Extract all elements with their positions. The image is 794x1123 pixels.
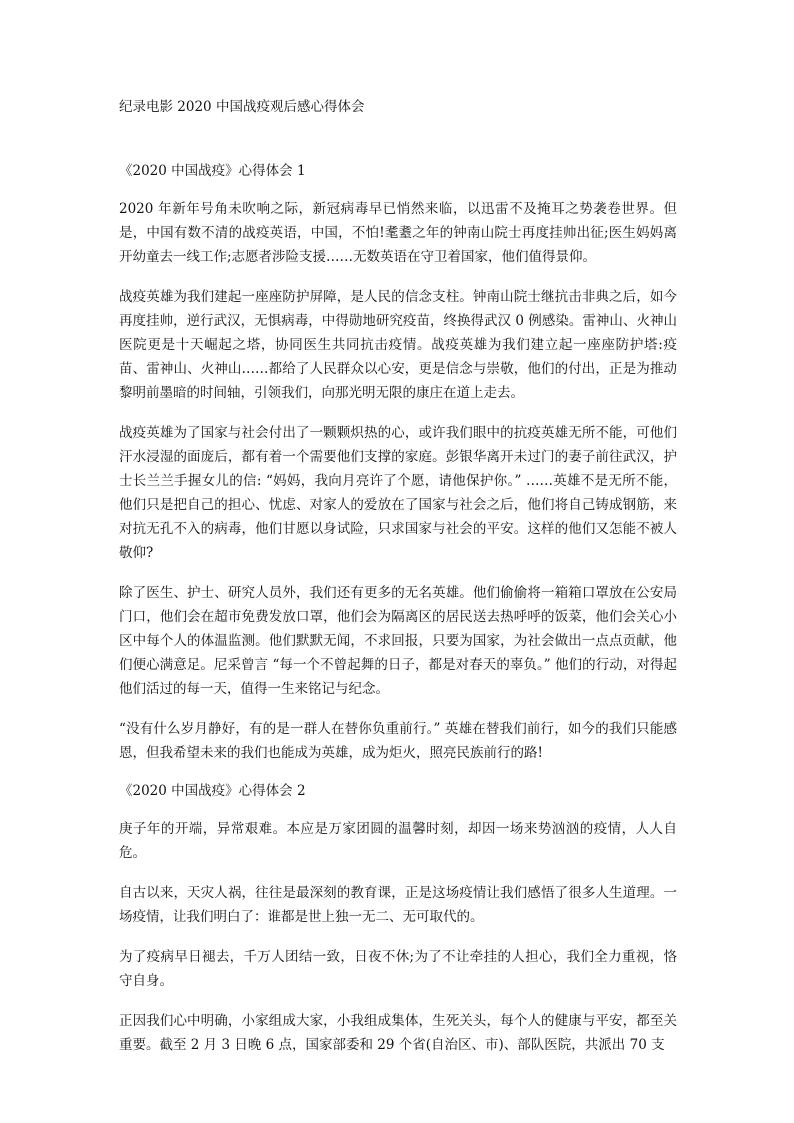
- section-heading: 《2020 中国战疫》心得体会 1: [119, 163, 306, 179]
- paragraph: 2020 年新年号角未吹响之际，新冠病毒早已悄然来临，以迅雷不及掩耳之势袭卷世界。但是，中国有数不清的战疫英语，中国，不怕!耄耋之年的钟南山院士再度挂帅出征;医生妈妈离开幼童去一线工作;志愿者涉险支援……无数英语在守卫着国家，他们值得景仰。: [119, 201, 677, 265]
- paragraph: 战疫英雄为了国家与社会付出了一颗颗炽热的心，或许我们眼中的抗疫英雄无所不能，可他们汗水浸湿的面庞后，都有着一个需要他们支撑的家庭。彭银华离开未过门的妻子前往武汉，护士长兰兰手握女儿的信: “妈妈，我向月亮许了个愿，请他保护你。” ……英雄不是无所不能，他们只是把自己的担心、忧虑、对家人的爱放在了国家与社会之后，他们将自己铸成钢筋，来对抗无孔不入的病毒，他们甘愿以身试险，只求国家与社会的平安。这样的他们又怎能不被人敬仰?: [119, 425, 677, 561]
- paragraph: 战疫英雄为我们建起一座座防护屏障，是人民的信念支柱。钟南山院士继抗击非典之后，如今再度挂帅，逆行武汉，无惧病毒，中得勋地研究疫苗，终换得武汉 0 例感染。雷神山、火神山医院更是十天崛起之塔，协同医生共同抗击疫情。战疫英雄为我们建立起一座座防护塔:疫苗、雷神山、火神山……都给了人民群众以心安，更是信念与崇敬，他们的付出，正是为推动黎明前墨暗的时间轴，引领我们，向那光明无限的康庄在道上走去。: [119, 289, 677, 401]
- section-1: [119, 161, 677, 765]
- paragraph: 庚子年的开端，异常艰难。本应是万家团圆的温馨时刻，却因一场来势汹汹的疫情，人人自危。: [119, 821, 677, 861]
- section-heading: 《2020 中国战疫》心得体会 2: [119, 783, 306, 799]
- paragraph: 为了疫病早日褪去，千万人团结一致，日夜不休;为了不让牵挂的人担心，我们全力重视，恪守自身。: [119, 949, 677, 989]
- paragraph: 正因我们心中明确，小家组成大家，小我组成集体，生死关头，每个人的健康与平安，都至关重要。截至 2 月 3 日晚 6 点，国家部委和 29 个省(自治区、市)、部队医院，共派出 70 支: [119, 1013, 677, 1053]
- document-body: [119, 161, 677, 1073]
- paragraph: 自古以来，天灾人祸，往往是最深刻的教育课，正是这场疫情让我们感悟了很多人生道理。一场疫情，让我们明白了：谁都是世上独一无二、无可取代的。: [119, 885, 677, 925]
- paragraph: 除了医生、护士、研究人员外，我们还有更多的无名英雄。他们偷偷将一箱箱口罩放在公安局门口，他们会在超市免费发放口罩，他们会为隔离区的居民送去热呼呼的饭菜，他们会关心小区中每个人的体温监测。他们默默无闻，不求回报，只要为国家，为社会做出一点点贡献，他们便心满意足。尼采曾言 “每一个不曾起舞的日子，都是对春天的辜负。” 他们的行动，对得起他们活过的每一天，值得一生来铭记与纪念。: [119, 585, 677, 697]
- paragraph: “没有什么岁月静好，有的是一群人在替你负重前行。” 英雄在替我们前行，如今的我们只能感恩，但我希望未来的我们也能成为英雄，成为炬火，照亮民族前行的路!: [119, 721, 677, 761]
- section-2: [119, 781, 677, 1057]
- document-title: 纪录电影 2020 中国战疫观后感心得体会: [119, 99, 365, 115]
- document-page: [119, 0, 677, 1123]
